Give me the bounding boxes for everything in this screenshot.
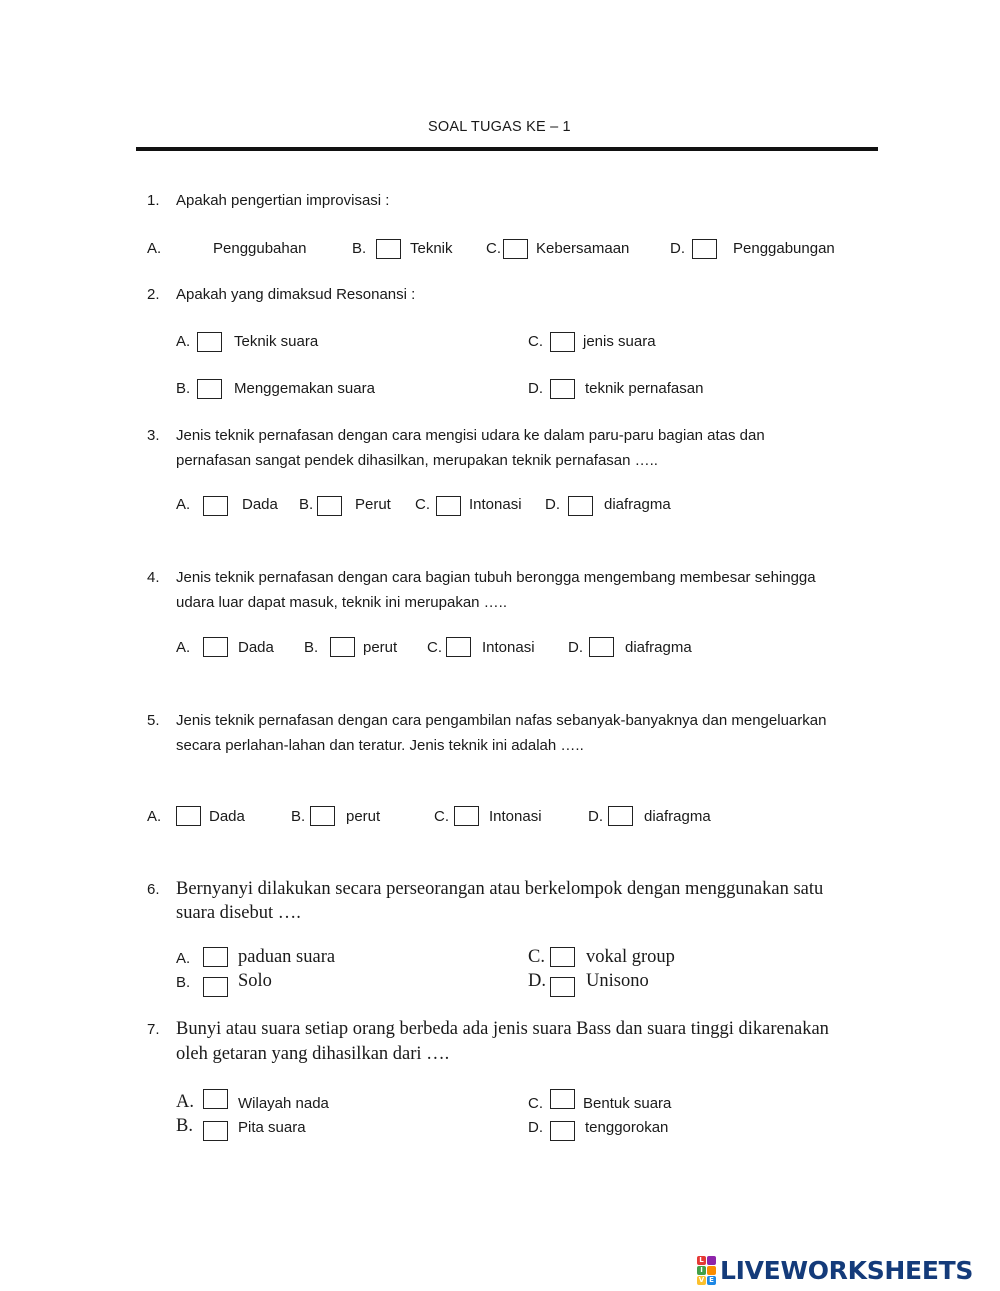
logo-block: L (697, 1256, 706, 1265)
answer-checkbox-c[interactable] (503, 239, 528, 259)
option-letter-d: D. (588, 808, 603, 825)
answer-checkbox-b[interactable] (197, 379, 222, 399)
option-letter-d: D. (545, 496, 560, 513)
option-letter-b: B. (291, 808, 306, 825)
question-text-line-1: Bunyi atau suara setiap orang berbeda ada jenis suara Bass dan suara tinggi dikarenakan (176, 1019, 829, 1039)
answer-checkbox-c[interactable] (436, 496, 461, 516)
option-text-d: Penggabungan (733, 240, 835, 257)
question-text-line-2: udara luar dapat masuk, teknik ini merupakan ….. (176, 594, 508, 611)
question-text-line-1: Jenis teknik pernafasan dengan cara pengambilan nafas sebanyak-banyaknya dan mengeluarkan (176, 712, 827, 729)
option-text-c: jenis suara (583, 333, 656, 350)
option-text-d: Unisono (586, 971, 649, 991)
option-text-b: perut (363, 639, 398, 656)
option-text-a: Wilayah nada (238, 1095, 329, 1112)
option-letter-b: B. (176, 1116, 193, 1136)
option-text-c: Intonasi (469, 496, 522, 513)
question-number: 6. (147, 881, 160, 898)
question-number: 7. (147, 1021, 160, 1038)
option-letter-d: D. (670, 240, 685, 257)
answer-checkbox-d[interactable] (550, 379, 575, 399)
answer-checkbox-d[interactable] (692, 239, 717, 259)
answer-checkbox-b[interactable] (376, 239, 401, 259)
option-text-b: Perut (355, 496, 391, 513)
answer-checkbox-d[interactable] (550, 1121, 575, 1141)
answer-checkbox-c[interactable] (446, 637, 471, 657)
answer-checkbox-d[interactable] (608, 806, 633, 826)
question-number: 1. (147, 192, 160, 209)
answer-checkbox-b[interactable] (330, 637, 355, 657)
question-text-line-2: suara disebut …. (176, 903, 301, 923)
logo-blocks-icon (697, 1256, 716, 1285)
answer-checkbox-a[interactable] (203, 637, 228, 657)
answer-checkbox-b[interactable] (203, 1121, 228, 1141)
liveworksheets-logo (697, 1256, 973, 1284)
answer-checkbox-a[interactable] (197, 332, 222, 352)
answer-checkbox-d[interactable] (550, 977, 575, 997)
page-title: SOAL TUGAS KE – 1 (428, 119, 571, 135)
option-text-a: Teknik suara (234, 333, 319, 350)
question-text-line-1: Bernyanyi dilakukan secara perseorangan atau berkelompok dengan menggunakan satu (176, 879, 824, 899)
option-text-c: Kebersamaan (536, 240, 630, 257)
option-letter-b: B. (299, 496, 314, 513)
option-letter-a: A. (176, 639, 191, 656)
option-text-c: Intonasi (489, 808, 542, 825)
option-text-d: diafragma (625, 639, 692, 656)
answer-checkbox-b[interactable] (310, 806, 335, 826)
title-underline (136, 147, 878, 151)
option-letter-a: A. (176, 1092, 194, 1112)
answer-checkbox-b[interactable] (203, 977, 228, 997)
answer-checkbox-a[interactable] (203, 1089, 228, 1109)
question-text: Apakah pengertian improvisasi : (176, 192, 390, 209)
answer-checkbox-b[interactable] (317, 496, 342, 516)
option-letter-a: A. (176, 496, 191, 513)
answer-checkbox-a[interactable] (203, 947, 228, 967)
answer-checkbox-c[interactable] (550, 947, 575, 967)
question-number: 2. (147, 286, 160, 303)
answer-checkbox-c[interactable] (550, 332, 575, 352)
option-letter-a: A. (176, 333, 191, 350)
answer-checkbox-d[interactable] (568, 496, 593, 516)
option-text-c: vokal group (586, 947, 675, 967)
option-letter-b: B. (352, 240, 367, 257)
option-text-d: diafragma (604, 496, 671, 513)
question-text-line-2: pernafasan sangat pendek dihasilkan, merupakan teknik pernafasan ….. (176, 452, 658, 469)
option-letter-a: A. (147, 808, 162, 825)
logo-text: LIVEWORKSHEETS (720, 1255, 974, 1285)
option-letter-d: D. (528, 380, 543, 397)
option-letter-c: C. (528, 1095, 543, 1112)
question-number: 5. (147, 712, 160, 729)
option-letter-c: C. (427, 639, 442, 656)
answer-checkbox-a[interactable] (203, 496, 228, 516)
answer-checkbox-c[interactable] (550, 1089, 575, 1109)
answer-checkbox-a[interactable] (176, 806, 201, 826)
option-letter-b: B. (176, 974, 191, 991)
option-letter-d: D. (528, 971, 546, 991)
logo-block (707, 1256, 716, 1265)
option-text-c: Intonasi (482, 639, 535, 656)
logo-block (707, 1266, 716, 1275)
option-letter-c: C. (434, 808, 449, 825)
option-text-d: teknik pernafasan (585, 380, 704, 397)
question-number: 4. (147, 569, 160, 586)
option-text-d: tenggorokan (585, 1119, 669, 1136)
answer-checkbox-d[interactable] (589, 637, 614, 657)
answer-checkbox-c[interactable] (454, 806, 479, 826)
option-text-a: paduan suara (238, 947, 336, 967)
option-text-b: Solo (238, 971, 272, 991)
question-text-line-1: Jenis teknik pernafasan dengan cara mengisi udara ke dalam paru-paru bagian atas dan (176, 427, 765, 444)
option-letter-b: B. (176, 380, 191, 397)
option-letter-d: D. (528, 1119, 543, 1136)
option-text-b: Menggemakan suara (234, 380, 375, 397)
option-text-b: Teknik (410, 240, 453, 257)
option-letter-b: B. (304, 639, 319, 656)
option-text-b: perut (346, 808, 381, 825)
option-text-d: diafragma (644, 808, 711, 825)
option-letter-c: C. (415, 496, 430, 513)
option-text-a: Penggubahan (213, 240, 307, 257)
question-text-line-2: oleh getaran yang dihasilkan dari …. (176, 1044, 450, 1064)
option-letter-c: C. (528, 947, 545, 967)
question-number: 3. (147, 427, 160, 444)
logo-block: E (707, 1276, 716, 1285)
option-letter-c: C. (486, 240, 501, 257)
option-letter-d: D. (568, 639, 583, 656)
option-letter-a: A. (176, 950, 191, 967)
option-text-a: Dada (209, 808, 245, 825)
question-text-line-1: Jenis teknik pernafasan dengan cara bagian tubuh berongga mengembang membesar sehingga (176, 569, 816, 586)
option-text-b: Pita suara (238, 1119, 306, 1136)
option-text-c: Bentuk suara (583, 1095, 672, 1112)
option-letter-c: C. (528, 333, 543, 350)
logo-block: V (698, 1275, 705, 1284)
option-letter-a: A. (147, 240, 162, 257)
option-text-a: Dada (242, 496, 278, 513)
option-text-a: Dada (238, 639, 274, 656)
logo-block: I (697, 1266, 706, 1275)
question-text: Apakah yang dimaksud Resonansi : (176, 286, 416, 303)
question-text-line-2: secara perlahan-lahan dan teratur. Jenis teknik ini adalah ….. (176, 737, 584, 754)
